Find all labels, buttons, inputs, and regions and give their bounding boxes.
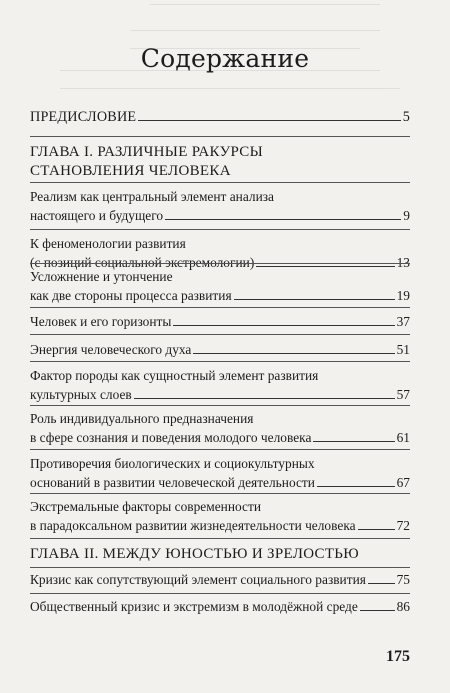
divider (30, 449, 410, 450)
entry-title-line: К феноменологии развития (30, 236, 186, 251)
divider (30, 229, 410, 230)
entry-title-line: Экстремальные факторы современности (30, 499, 261, 514)
toc-entry[interactable] (30, 598, 410, 617)
leader-line (368, 582, 395, 584)
page-number: 175 (386, 648, 410, 665)
divider (30, 567, 410, 568)
entry-title-line: Фактор породы как сущностный элемент развития (30, 368, 319, 383)
leader-line (193, 352, 394, 354)
chapter-title-line: ГЛАВА I. РАЗЛИЧНЫЕ РАКУРСЫ (30, 144, 263, 160)
divider (30, 593, 410, 594)
entry-title-line: оснований в развитии человеческой деятельности (30, 474, 315, 490)
entry-title-line: Общественный кризис и экстремизм в молодёжной среде (30, 599, 358, 614)
entry-page: 67 (396, 474, 410, 490)
divider (30, 493, 410, 494)
toc-entry[interactable] (30, 188, 410, 225)
entry-title-line: Человек и его горизонты (30, 314, 172, 329)
divider (30, 361, 410, 362)
leader-line (313, 440, 394, 442)
toc-entry[interactable] (30, 410, 410, 447)
leader-line (173, 324, 394, 326)
toc-entry[interactable] (30, 313, 410, 332)
leader-line (256, 265, 394, 267)
entry-title: ПРЕДИСЛОВИЕ (30, 109, 137, 125)
entry-page: 9 (403, 207, 410, 223)
leader-line (358, 528, 395, 530)
divider (30, 263, 410, 264)
page-title: Содержание (140, 44, 310, 73)
entry-page: 86 (396, 599, 410, 614)
toc-entry-preface[interactable] (30, 108, 410, 127)
divider (30, 334, 410, 335)
entry-title-line: в сфере сознания и поведения молодого человека (30, 429, 312, 445)
entry-title-line: Противоречия биологических и социокультурных (30, 456, 315, 471)
entry-page: 19 (396, 287, 410, 303)
entry-page: 57 (396, 386, 410, 402)
leader-line (165, 218, 401, 220)
chapter-title-line: СТАНОВЛЕНИЯ ЧЕЛОВЕКА (30, 163, 231, 179)
toc-entry[interactable] (30, 498, 410, 535)
chapter-title-line: ГЛАВА II. МЕЖДУ ЮНОСТЬЮ И ЗРЕЛОСТЬЮ (30, 546, 359, 562)
toc-entry[interactable] (30, 268, 410, 305)
entry-page: 13 (396, 254, 410, 270)
toc-entry[interactable] (30, 235, 410, 272)
entry-page: 72 (396, 517, 410, 533)
leader-line (317, 485, 395, 487)
entry-title-line: Реализм как центральный элемент анализа (30, 189, 274, 204)
entry-title-line: культурных слоев (30, 386, 132, 402)
chapter-heading-1[interactable] (30, 143, 410, 181)
entry-title-line: Усложнение и утончение (30, 269, 173, 284)
chapter-heading-2[interactable] (30, 545, 410, 564)
entry-title-line: Роль индивидуального предназначения (30, 411, 254, 426)
toc-entry[interactable] (30, 455, 410, 492)
entry-page: 61 (396, 429, 410, 445)
divider (30, 307, 410, 308)
toc-entry[interactable] (30, 571, 410, 590)
entry-title-line: Энергия человеческого духа (30, 342, 192, 357)
entry-title-line: в парадоксальном развитии жизнедеятельности человека (30, 517, 356, 533)
leader-line (138, 119, 400, 121)
entry-page: 37 (396, 314, 410, 329)
entry-title-line: (с позиций социальной экстремологии) (30, 254, 255, 270)
toc-entry[interactable] (30, 341, 410, 360)
leader-line (360, 609, 395, 611)
entry-page: 75 (396, 572, 410, 587)
divider (30, 136, 410, 137)
entry-title-line: Кризис как сопутствующий элемент социального развития (30, 572, 366, 587)
divider (30, 405, 410, 406)
leader-line (234, 298, 395, 300)
entry-page: 5 (402, 109, 410, 125)
divider (30, 538, 410, 539)
entry-title-line: как две стороны процесса развития (30, 287, 232, 303)
divider (30, 182, 410, 183)
toc-entry[interactable] (30, 367, 410, 404)
leader-line (134, 397, 395, 399)
entry-page: 51 (396, 342, 410, 357)
entry-title-line: настоящего и будущего (30, 207, 164, 223)
